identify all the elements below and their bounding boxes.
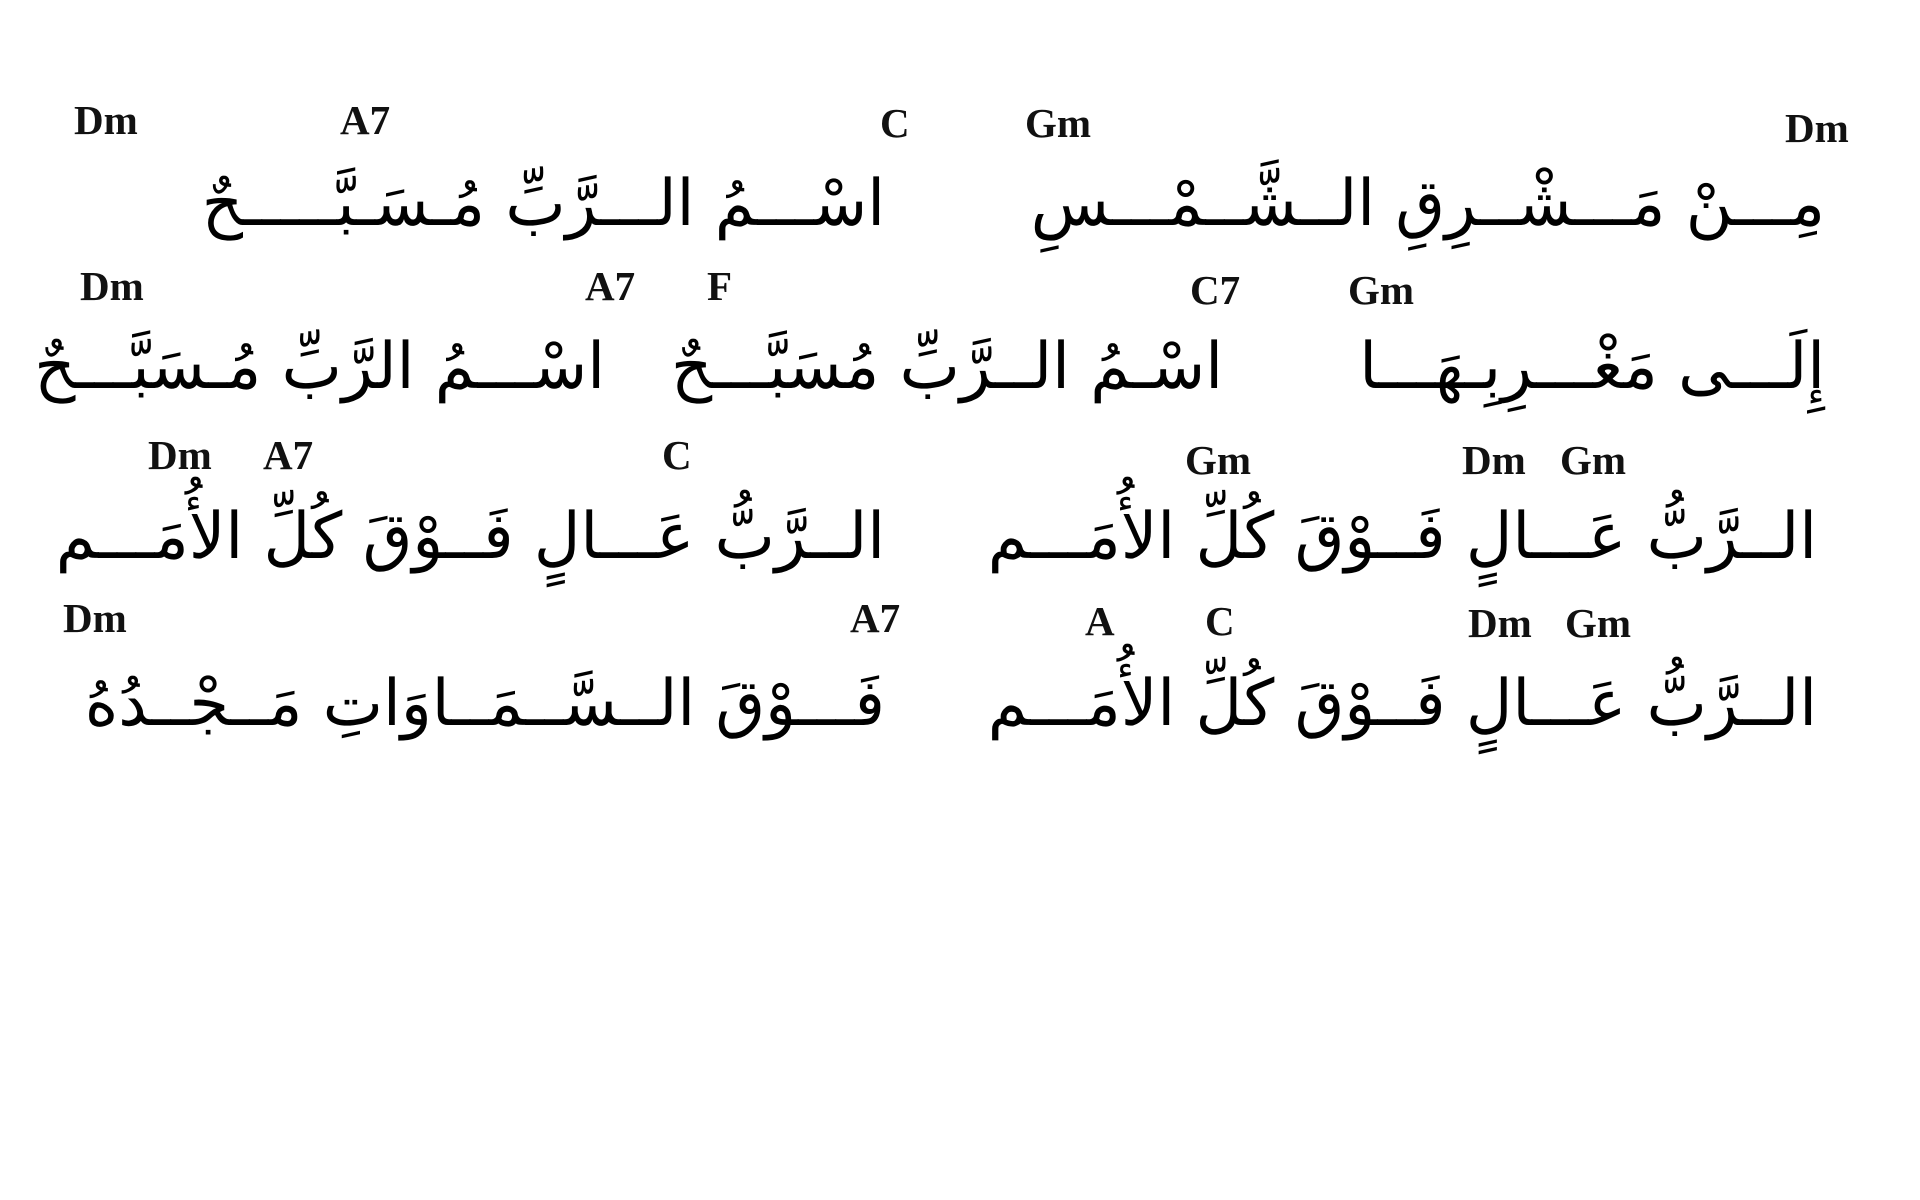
lyric-line-2-mid: اسْـمُ الــرَّبِّ مُسَبَّـــحٌ xyxy=(670,330,1223,404)
lyric-line-2-right: إِلَـــى مَغْـــرِبِـهَـــا xyxy=(1359,330,1825,404)
lyric-line-1-left: اسْـــمُ الـــرَّبِّ مُـسَـبَّـــــحٌ xyxy=(201,167,885,241)
chord-dm: Dm xyxy=(148,432,212,478)
lyric-line-4-left: فَـــوْقَ الــسَّــمَــاوَاتِ مَــجْــدُهُ xyxy=(84,667,885,741)
chord-gm: Gm xyxy=(1348,267,1415,313)
chord-c: C xyxy=(662,432,692,478)
chord-c: C xyxy=(880,100,910,146)
lyric-line-1-right: مِـــنْ مَـــشْــرِقِ الــشَّــمْـــسِ xyxy=(1030,167,1825,241)
chord-dm: Dm xyxy=(1785,105,1849,151)
chord-f: F xyxy=(707,263,733,309)
lyric-line-3-right: الــرَّبُّ عَـــالٍ فَــوْقَ كُلِّ الأُمَـــم xyxy=(987,500,1817,574)
chord-gm: Gm xyxy=(1025,100,1092,146)
chord-dm: Dm xyxy=(1468,600,1532,646)
chord-a: A xyxy=(1085,598,1115,644)
lyric-line-2-left: اسْـــمُ الرَّبِّ مُـسَبَّـــحٌ xyxy=(34,330,605,404)
chord-dm: Dm xyxy=(1462,437,1526,483)
chord-c7: C7 xyxy=(1190,267,1241,313)
chord-a7: A7 xyxy=(340,97,391,143)
chord-dm: Dm xyxy=(63,595,127,641)
chord-a7: A7 xyxy=(850,595,901,641)
chord-a7: A7 xyxy=(263,432,314,478)
chord-gm: Gm xyxy=(1565,600,1632,646)
chord-gm: Gm xyxy=(1185,437,1252,483)
chord-c: C xyxy=(1205,598,1235,644)
chord-dm: Dm xyxy=(80,263,144,309)
chord-a7: A7 xyxy=(585,263,636,309)
chord-dm: Dm xyxy=(74,97,138,143)
chord-gm: Gm xyxy=(1560,437,1627,483)
lyric-line-3-left: الــرَّبُّ عَـــالٍ فَــوْقَ كُلِّ الأُمَـــم xyxy=(55,500,885,574)
lyric-line-4-right: الــرَّبُّ عَـــالٍ فَــوْقَ كُلِّ الأُمَـــم xyxy=(987,667,1817,741)
